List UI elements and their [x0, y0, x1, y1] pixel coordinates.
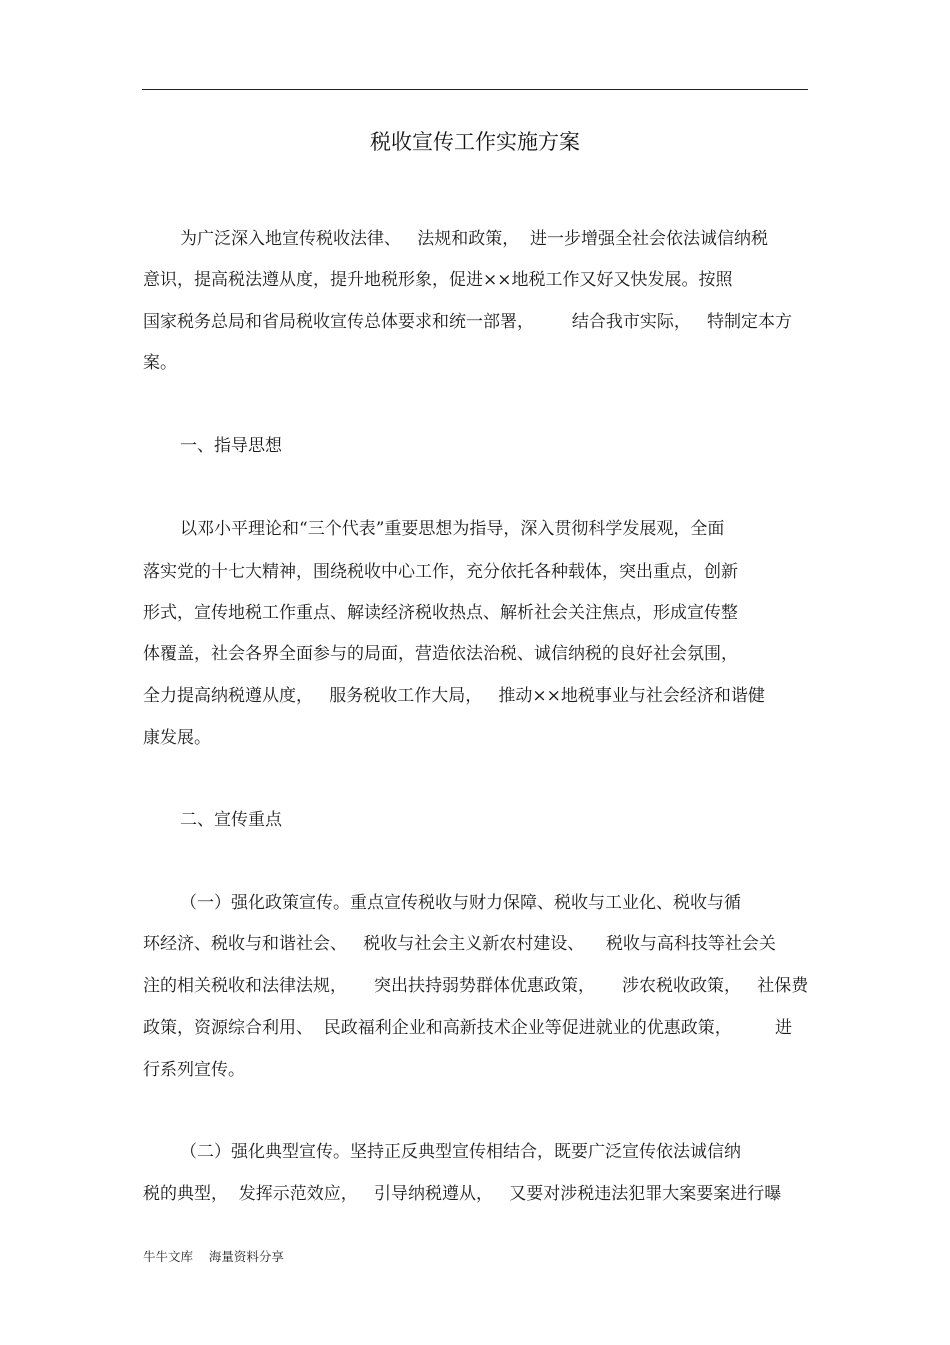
text-line: 政策，资源综合利用、 民政福利企业和高新技术企业等促进就业的优惠政策， 进 — [143, 1018, 793, 1038]
text-line: 全力提高纳税遵从度， 服务税收工作大局， 推动××地税事业与社会经济和谐健 — [143, 686, 765, 706]
text-line: 康发展。 — [143, 728, 211, 748]
text-line: 税的典型， 发挥示范效应， 引导纳税遵从， 又要对涉税违法犯罪大案要案进行曝 — [143, 1184, 782, 1204]
text-line: 为广泛深入地宣传税收法律、 法规和政策， 进一步增强全社会依法诚信纳税 — [180, 229, 769, 249]
text-line: 体覆盖，社会各界全面参与的局面，营造依法治税、诚信纳税的良好社会氛围， — [143, 644, 738, 664]
header-rule — [142, 89, 808, 90]
text-line: 形式，宣传地税工作重点、解读经济税收热点、解析社会关注焦点，形成宣传整 — [143, 603, 738, 623]
section-heading: 二、宣传重点 — [180, 810, 282, 830]
text-line: （一）强化政策宣传。重点宣传税收与财力保障、税收与工业化、税收与循 — [180, 893, 741, 913]
text-line: 意识，提高税法遵从度，提升地税形象，促进××地税工作又好又快发展。按照 — [143, 270, 733, 290]
document-title: 税收宣传工作实施方案 — [370, 130, 580, 154]
footer-text: 牛牛文库 海量资料分享 — [143, 1249, 284, 1264]
text-line: 国家税务总局和省局税收宣传总体要求和统一部署， 结合我市实际， 特制定本方 — [143, 312, 793, 332]
text-line: 案。 — [143, 353, 177, 373]
text-line: 落实党的十七大精神，围绕税收中心工作，充分依托各种载体，突出重点，创新 — [143, 562, 738, 582]
text-line: 环经济、税收与和谐社会、 税收与社会主义新农村建设、 税收与高科技等社会关 — [143, 934, 776, 954]
section-heading: 一、指导思想 — [180, 436, 282, 456]
text-line: （二）强化典型宣传。坚持正反典型宣传相结合，既要广泛宣传依法诚信纳 — [180, 1142, 741, 1162]
text-line: 以邓小平理论和“三个代表”重要思想为指导，深入贯彻科学发展观，全面 — [180, 519, 725, 539]
text-line: 行系列宣传。 — [143, 1060, 245, 1080]
text-line: 注的相关税收和法律法规， 突出扶持弱势群体优惠政策， 涉农税收政策， 社保费 — [143, 976, 809, 996]
